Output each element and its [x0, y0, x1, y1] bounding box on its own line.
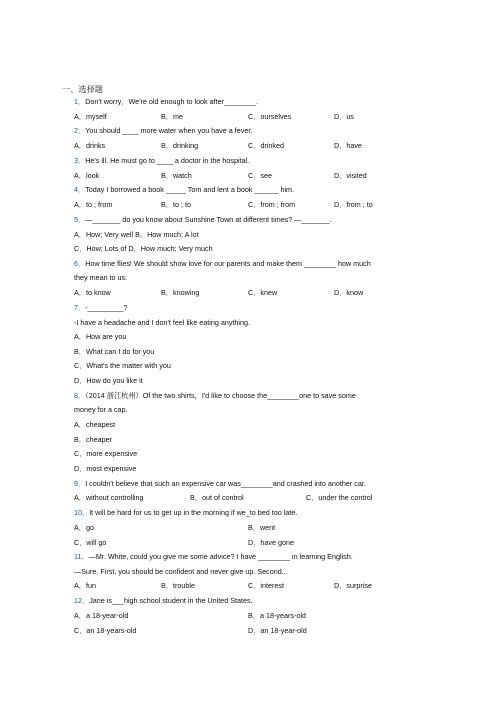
question-6-continued: they mean to us.	[74, 273, 128, 282]
option-b[interactable]: B．to ; to	[161, 200, 191, 209]
question-8-continued: money for a cap.	[74, 405, 128, 414]
question-4	[74, 185, 294, 195]
option-c[interactable]: C．drinked	[248, 141, 284, 150]
option-a[interactable]: A．to know	[74, 288, 111, 297]
question-number: 6．	[74, 259, 86, 268]
question-number: 10．	[74, 508, 90, 517]
question-text: I couldn't believe that such an expensive car was________and crashed into another car.	[85, 479, 366, 488]
option-b[interactable]: B．watch	[161, 171, 192, 180]
option-c[interactable]: C．under the control	[306, 493, 373, 502]
question-text: —_______ do you know about Sunshine Town at different times? —_______.	[85, 215, 332, 224]
option-row-ab[interactable]: A．How; Very well B．How much; A lot	[74, 230, 199, 239]
option-c[interactable]: C．interest	[248, 581, 284, 590]
option-b[interactable]: B．knowing	[161, 288, 200, 297]
option-c[interactable]: C．see	[248, 171, 272, 180]
option-a[interactable]: A．drinks	[74, 141, 106, 150]
question-10	[74, 508, 297, 518]
option-a[interactable]: A．myself	[74, 112, 107, 121]
option-a[interactable]: A．a 18-year-old	[74, 611, 129, 620]
question-text: Today I borrowed a book _____ Tom and lent a book ______ him.	[85, 185, 295, 194]
option-c[interactable]: C．What's the matter with you	[74, 361, 171, 370]
question-2	[74, 126, 252, 136]
question-text: You should ____ more water when you have a fever.	[85, 126, 253, 135]
question-8	[74, 391, 356, 401]
option-a[interactable]: A．without controlling	[74, 493, 144, 502]
option-b[interactable]: B．drinking	[161, 141, 199, 150]
question-text: —Mr. White, could you give me some advice? I have ________ in learning English.	[88, 552, 353, 561]
question-number: 1．	[74, 97, 86, 106]
option-d[interactable]: D．most expensive	[74, 464, 137, 473]
option-c[interactable]: C．an 18-years-old	[74, 626, 137, 635]
option-c[interactable]: C．more expensive	[74, 449, 138, 458]
question-9	[74, 479, 366, 489]
question-number: 4．	[74, 185, 86, 194]
option-b[interactable]: B．out of control	[190, 493, 244, 502]
option-b[interactable]: B．What can I do for you	[74, 347, 155, 356]
option-c[interactable]: C．knew	[248, 288, 278, 297]
option-d[interactable]: D．us	[334, 112, 354, 121]
option-a[interactable]: A．look	[74, 171, 100, 180]
option-a[interactable]: A．fun	[74, 581, 96, 590]
question-text: （2014 浙江杭州）Of the two shirts，I'd like to choose the________one to save some	[85, 391, 356, 400]
option-a[interactable]: A．cheapest	[74, 420, 116, 429]
question-number: 5．	[74, 215, 86, 224]
question-number: 2．	[74, 126, 86, 135]
option-a[interactable]: A．How are you	[74, 332, 127, 341]
question-6	[74, 259, 371, 269]
option-b[interactable]: B．a 18-years-old	[248, 611, 306, 620]
question-11	[74, 552, 353, 562]
question-number: 3．	[74, 156, 86, 165]
question-number: 11．	[74, 552, 89, 561]
option-d[interactable]: D．visited	[334, 171, 367, 180]
option-b[interactable]: B．trouble	[161, 581, 195, 590]
option-d[interactable]: D．from ; to	[334, 200, 373, 209]
question-7-continued: -I have a headache and I don't feel like eating anything.	[74, 318, 250, 327]
section-title: 一、选择题	[62, 85, 103, 94]
question-number: 9．	[74, 479, 86, 488]
option-c[interactable]: C．will go	[74, 538, 107, 547]
question-1	[74, 97, 258, 107]
question-text: Jane is___high school student in the United States.	[89, 596, 253, 605]
question-text: -_________?	[85, 303, 128, 312]
question-12	[74, 596, 253, 606]
question-text: How time flies! We should show love for our parents and make them ________ how much	[85, 259, 371, 268]
question-11-continued: —Sure. First, you should be confident and never give up. Second...	[74, 567, 288, 576]
option-b[interactable]: B．went	[248, 523, 276, 532]
option-c[interactable]: C．ourselves	[248, 112, 292, 121]
question-number: 7．	[74, 303, 86, 312]
option-b[interactable]: B．me	[161, 112, 183, 121]
option-d[interactable]: D．know	[334, 288, 364, 297]
option-row-cd[interactable]: C．How; Lots of D．How much; Very much	[74, 244, 213, 253]
question-7	[74, 303, 128, 313]
option-d[interactable]: D．have	[334, 141, 362, 150]
question-number: 12．	[74, 596, 90, 605]
question-5	[74, 215, 331, 225]
option-d[interactable]: D．surprise	[334, 581, 372, 590]
question-text: It will be hard for us to get up in the morning if we_to bed too late.	[89, 508, 298, 517]
question-number: 8．	[74, 391, 86, 400]
option-d[interactable]: D．have gone	[248, 538, 294, 547]
question-3	[74, 156, 249, 166]
question-text: Don't worry．We're old enough to look after________.	[85, 97, 259, 106]
option-d[interactable]: D．an 18-year-old	[248, 626, 307, 635]
option-c[interactable]: C．from ; from	[248, 200, 296, 209]
option-a[interactable]: A．to ; from	[74, 200, 113, 209]
option-d[interactable]: D．How do you like it	[74, 376, 143, 385]
option-a[interactable]: A．go	[74, 523, 94, 532]
option-b[interactable]: B．cheaper	[74, 435, 112, 444]
question-text: He's ill. He must go to ____ a doctor in the hospital.	[85, 156, 250, 165]
